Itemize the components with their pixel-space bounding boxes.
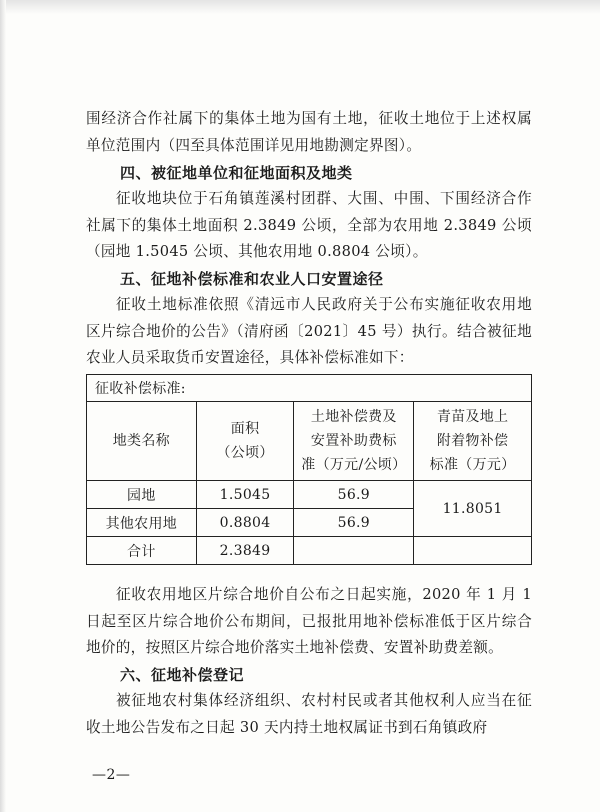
continued-paragraph: 围经济合作社属下的集体土地为国有土地，征收土地位于上述权属单位范围内（四至具体范围详见用地勘测定界图）。 — [86, 110, 532, 154]
table-caption: 征收补偿标准: — [87, 375, 532, 402]
header-land-fee: 土地补偿费及 安置补助费标 准（万元/公顷） — [294, 402, 414, 481]
section6-body: 被征地农村集体经济组织、农村村民或者其他权利人应当在征收土地公告发布之日起 30 天内持土地权属证书到石角镇政府 — [86, 692, 532, 736]
cell-crop-value: 11.8051 — [414, 481, 532, 537]
cell-empty — [414, 537, 532, 565]
header-crop-fee: 青苗及地上 附着物补偿 标准（万元） — [414, 402, 532, 481]
cell-land-type: 其他农用地 — [87, 509, 197, 537]
after-table-paragraph: 征收农用地区片综合地价自公布之日起实施，2020 年 1 月 1 日起至区片综合地价公布期间，已报批用地补偿标准低于区片综合地价的，按照区片综合地价落实土地补偿费、安置补助费差额。 — [86, 586, 532, 656]
cell-area: 0.8804 — [196, 509, 294, 537]
header-land-type: 地类名称 — [87, 402, 197, 481]
section6-heading: 六、征地补偿登记 — [120, 666, 245, 684]
table-total-row — [87, 537, 532, 565]
page-number: —2— — [92, 767, 131, 783]
scan-edge-left — [0, 0, 6, 812]
cell-empty — [294, 537, 414, 565]
cell-area: 1.5045 — [196, 481, 294, 509]
cell-total-label: 合计 — [87, 537, 197, 565]
header-area: 面积 （公顷） — [196, 402, 294, 481]
cell-land-type: 园地 — [87, 481, 197, 509]
compensation-table — [86, 374, 532, 565]
section5-body: 征收土地标准依照《清远市人民政府关于公布实施征收农用地区片综合地价的公告》（清府函〔2021〕45 号）执行。结合被征地农业人员采取货币安置途径，具体补偿标准如下： — [86, 296, 532, 366]
cell-fee: 56.9 — [294, 481, 414, 509]
table-row — [87, 481, 532, 509]
section5-heading: 五、征地补偿标准和农业人口安置途径 — [120, 270, 384, 288]
section4-heading: 四、被征地单位和征地面积及地类 — [120, 164, 353, 182]
scan-edge-top — [0, 0, 600, 14]
cell-total-area: 2.3849 — [196, 537, 294, 565]
section4-body: 征收地块位于石角镇莲溪村团群、大围、中围、下围经济合作社属下的集体土地面积 2.3849 公顷，全部为农用地 2.3849 公顷（园地 1.5045 公顷、其他农用地 0.8804 公顷）。 — [86, 190, 532, 260]
cell-fee: 56.9 — [294, 509, 414, 537]
